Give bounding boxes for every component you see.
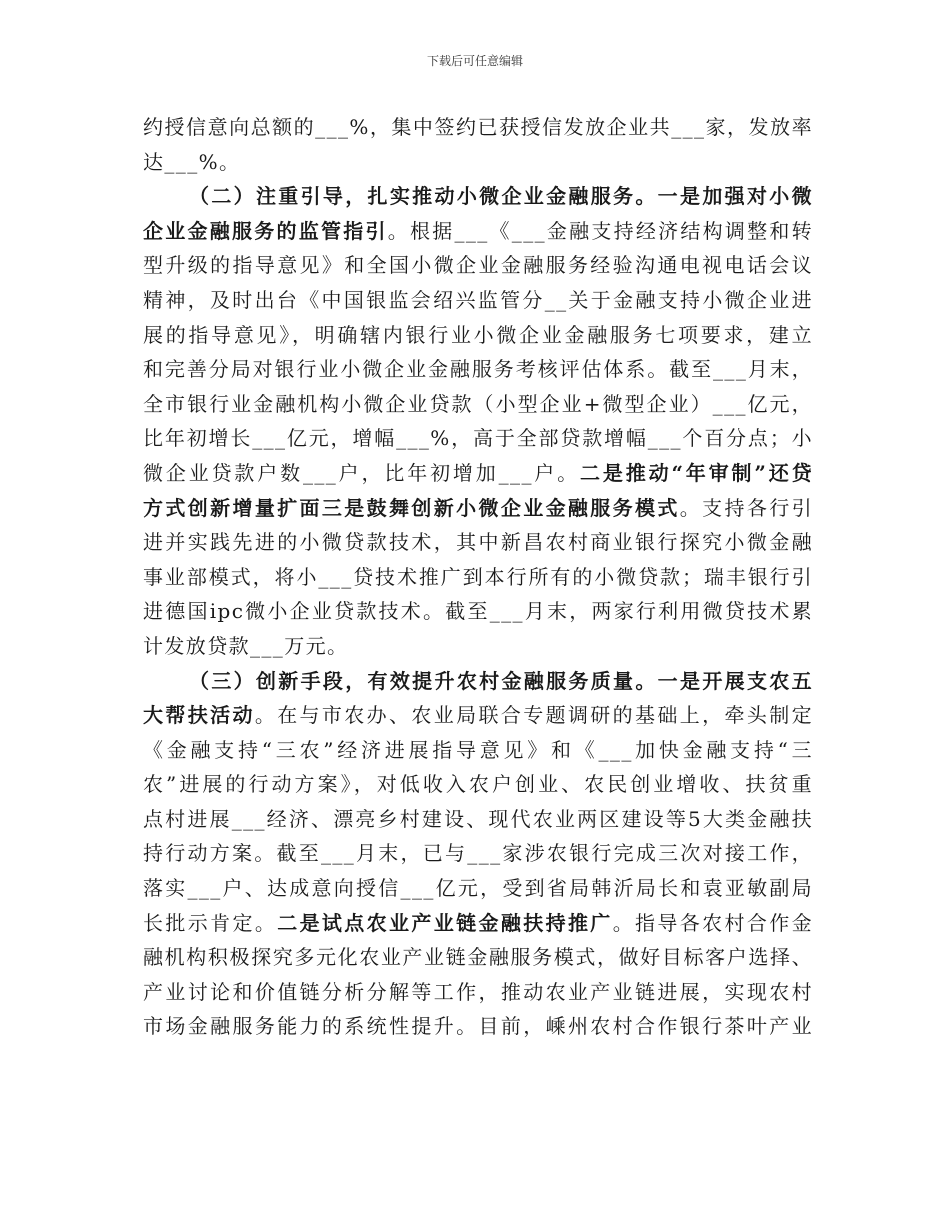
text-line — [143, 110, 813, 145]
bold-text-segment: 企业金融服务的监管指引 — [143, 218, 388, 243]
bold-text-segment: 方式创新增量扩面三是鼓舞创新小微企业金融服务模式 — [143, 495, 680, 520]
text-segment: 点村进展___经济、漂亮乡村建设、现代农业两区建设等5大类金融扶 — [143, 806, 813, 831]
text-line — [143, 525, 813, 560]
text-line — [143, 1009, 813, 1044]
text-segment: 农”进展的行动方案》，对低收入农户创业、农民创业增收、扶贫重 — [143, 772, 813, 797]
text-segment: 《金融支持“三农”经济进展指导意见》和《___加快金融支持“三 — [143, 737, 813, 762]
text-line — [143, 283, 813, 318]
text-segment: 融机构积极探究多元化农业产业链金融服务模式，做好目标客户选择、 — [143, 945, 813, 970]
text-segment: 达___%。 — [143, 149, 241, 174]
document-body — [143, 110, 813, 1044]
bold-text-segment: 二是试点农业产业链金融扶持推广 — [277, 910, 613, 935]
text-line — [143, 214, 813, 249]
text-segment: 落实___户、达成意向授信___亿元，受到省局韩沂局长和袁亚敏副局 — [143, 876, 813, 901]
text-segment: 全市银行业金融机构小微企业贷款（小型企业+微型企业）___亿元， — [143, 391, 813, 416]
text-segment: 比年初增长___亿元，增幅___%，高于全部贷款增幅___个百分点；小 — [143, 426, 813, 451]
text-line — [143, 698, 813, 733]
text-line — [143, 352, 813, 387]
text-line — [143, 767, 813, 802]
text-line — [143, 664, 813, 699]
text-line — [143, 145, 813, 180]
text-line — [143, 248, 813, 283]
text-segment: 。根据___《___金融支持经济结构调整和转 — [387, 218, 813, 243]
text-line — [143, 940, 813, 975]
text-line — [143, 560, 813, 595]
text-line — [143, 318, 813, 353]
text-segment: 事业部模式，将小___贷技术推广到本行所有的小微贷款；瑞丰银行引 — [143, 564, 813, 589]
text-segment: 计发放贷款___万元。 — [143, 633, 349, 658]
text-line — [143, 629, 813, 664]
page-header-note: 下载后可任意编辑 — [426, 54, 523, 68]
text-line — [143, 733, 813, 768]
text-line — [143, 871, 813, 906]
bold-text-segment: 二是推动“年审制”还贷 — [580, 460, 813, 485]
text-line — [143, 456, 813, 491]
bold-text-segment: 大帮扶活动 — [143, 703, 255, 728]
text-segment: 市场金融服务能力的系统性提升。目前，嵊州农村合作银行茶叶产业 — [143, 1014, 813, 1039]
text-segment: 进德国ipc微小企业贷款技术。截至___月末，两家行利用微贷技术累 — [143, 599, 813, 624]
text-segment: 展的指导意见》，明确辖内银行业小微企业金融服务七项要求，建立 — [143, 322, 813, 347]
bold-text-segment: （二）注重引导，扎实推动小微企业金融服务。一是加强对小微 — [189, 184, 813, 209]
text-line — [143, 906, 813, 941]
text-segment: 和完善分局对银行业小微企业金融服务考核评估体系。截至___月末， — [143, 357, 813, 382]
text-segment: 。指导各农村合作金 — [612, 910, 814, 935]
text-segment: 型升级的指导意见》和全国小微企业金融服务经验沟通电视电话会议 — [143, 253, 813, 278]
text-line — [143, 421, 813, 456]
text-segment: 长批示肯定。 — [143, 910, 278, 935]
text-segment: 精神，及时出台《中国银监会绍兴监管分__关于金融支持小微企业进 — [143, 287, 813, 312]
text-line — [143, 491, 813, 526]
text-segment: 持行动方案。截至___月末，已与___家涉农银行完成三次对接工作， — [143, 841, 813, 866]
text-segment: 约授信意向总额的___%，集中签约已获授信发放企业共___家，发放率 — [143, 115, 813, 139]
text-line — [143, 179, 813, 214]
text-segment: 进并实践先进的小微贷款技术，其中新昌农村商业银行探究小微金融 — [143, 530, 813, 555]
text-line — [143, 387, 813, 422]
bold-text-segment: （三）创新手段，有效提升农村金融服务质量。一是开展支农五 — [189, 668, 813, 693]
text-line — [143, 594, 813, 629]
text-line — [143, 975, 813, 1010]
text-segment: 。支持各行引 — [679, 495, 813, 520]
text-segment: 产业讨论和价值链分析分解等工作，推动农业产业链进展，实现农村 — [143, 979, 813, 1004]
text-line — [143, 802, 813, 837]
text-line — [143, 836, 813, 871]
text-segment: 微企业贷款户数___户，比年初增加___户。 — [143, 460, 581, 485]
text-segment: 。在与市农办、农业局联合专题调研的基础上，牵头制定 — [254, 703, 813, 728]
